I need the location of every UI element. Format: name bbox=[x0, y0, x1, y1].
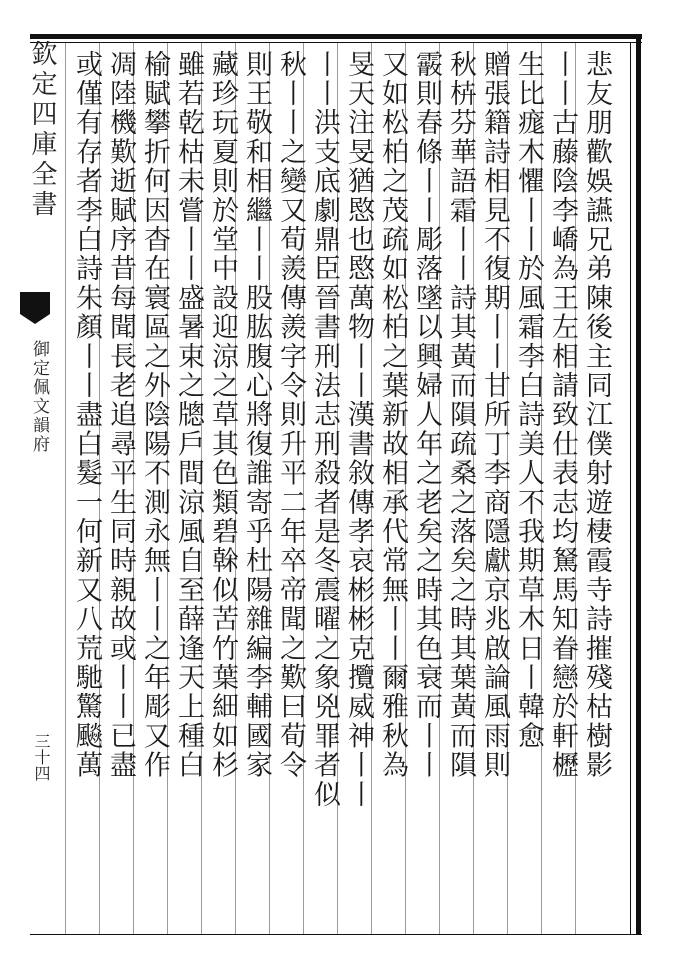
fishtail-mark bbox=[20, 292, 50, 314]
frame-right-inner-line bbox=[630, 42, 631, 935]
text-column-13: 雖若乾枯未嘗丨丨盛暑束之牕戶間涼風自至薛逢天上種白 bbox=[173, 50, 204, 780]
text-column-6: 霰則春條丨丨彫落墜以興婦人年之老矣之時其色衰而丨丨 bbox=[411, 50, 442, 780]
text-column-2: 丨丨古藤陰李嶠為王左相請致仕表志均駑馬知眷戀於軒櫪 bbox=[547, 50, 578, 780]
text-column-3: 生比痝木懼丨丨於風霜李白詩美人不我期草木日丨韓愈 bbox=[513, 50, 544, 751]
frame-right-border bbox=[636, 34, 641, 935]
frame-bottom-border bbox=[30, 934, 642, 935]
text-column-14: 榆賦攀折何因杳在寰區之外陰陽不測永無丨丨之年彫又作 bbox=[139, 50, 170, 780]
frame-top-border bbox=[30, 34, 642, 39]
text-column-5: 秋枿芬華語霜丨丨詩其黃而隕疏桑之落矣之時其葉黃而隕 bbox=[445, 50, 476, 780]
text-column-9: 丨丨洪支底劇鼎臣晉書刑法志刑殺者是冬震曜之象兇罪者似 bbox=[309, 50, 340, 810]
fishtail-mark-tip bbox=[20, 314, 50, 324]
gutter-book-title: 御定佩文韻府 bbox=[29, 340, 49, 454]
gutter-page-number: 三十四 bbox=[32, 733, 51, 781]
text-column-1: 悲友朋歡娛讌兄弟陳後主同江僕射遊棲霞寺詩摧殘枯樹影 bbox=[581, 50, 612, 780]
text-column-7: 又如松柏之茂疏如松柏之葉新故相承代常無丨丨爾雅秋為 bbox=[377, 50, 408, 780]
text-column-8: 旻天注旻猶愍也愍萬物丨丨漢書敘傳孝哀彬彬克攬威神丨丨 bbox=[343, 50, 374, 810]
text-column-15: 凋陸機歎逝賦序昔每聞長老追尋平生同時親故或丨丨已盡 bbox=[105, 50, 136, 780]
frame-top-inner-line bbox=[30, 42, 642, 43]
gutter-title: 欽定四庫全書 bbox=[27, 40, 57, 220]
column-separator bbox=[65, 43, 66, 934]
text-column-11: 則王敬和相繼丨丨股肱腹心將復誰寄乎杜陽雜編李輔國家 bbox=[241, 50, 272, 780]
text-column-16: 或僅有存者李白詩朱顏丨丨盡白髮一何新又八荒馳驚飈萬 bbox=[71, 50, 102, 780]
text-column-10: 秋丨丨之變又荀羨傳羨字令則升平二年卒帝聞之歎曰荀令 bbox=[275, 50, 306, 780]
text-column-12: 藏珍玩夏則於堂中設迎涼之草其色類碧榦似苦竹葉細如杉 bbox=[207, 50, 238, 780]
text-column-4: 贈張籍詩相見不復期丨丨甘所丁李商隱獻京兆啟論風雨則 bbox=[479, 50, 510, 780]
